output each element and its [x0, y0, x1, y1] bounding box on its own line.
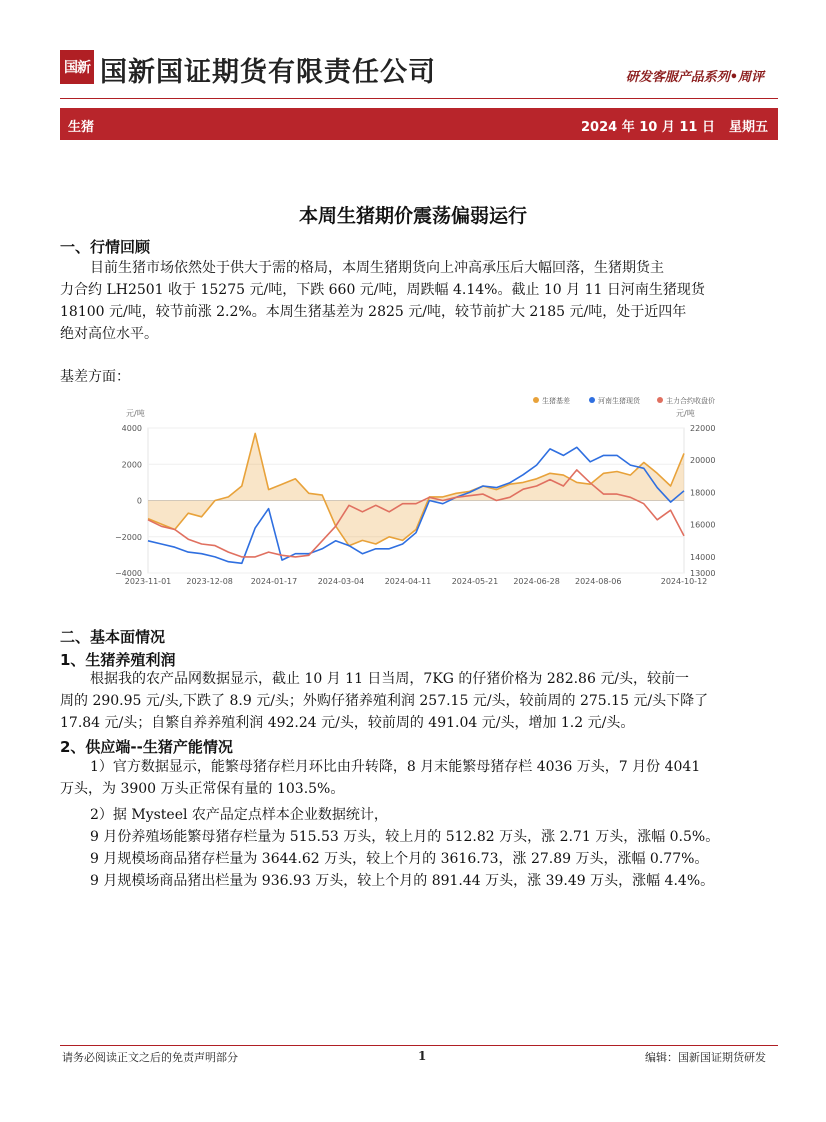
weekday-text: 星期五: [728, 120, 768, 135]
category-label: 生猪: [68, 120, 95, 135]
profit-paragraph: [60, 668, 780, 734]
legend-label: 生猪基差: [542, 397, 570, 405]
profit-line: 17.84 元/头；自繁自养养殖利润 492.24 元/头，较前周的 491.04 元/头，增加 1.2 元/头。: [60, 715, 635, 731]
basis-chart: [92, 390, 776, 600]
right-tick-label: 16000: [690, 520, 716, 530]
review-line: 目前生猪市场依然处于供大于需的格局，本周生猪期货向上冲高承压后大幅回落，生猪期货主: [90, 260, 664, 276]
left-axis-ticks: [115, 424, 142, 578]
section-heading-review: 一、行情回顾: [60, 238, 151, 256]
editor-note: 编辑：国新国证期货研发: [645, 1051, 766, 1064]
right-tick-label: 18000: [690, 488, 716, 498]
header-divider: [60, 98, 778, 99]
left-tick-label: 4000: [121, 424, 142, 433]
right-tick-label: 13000: [690, 569, 716, 578]
report-title: 本周生猪期价震荡偏弱运行: [298, 205, 527, 227]
left-tick-label: 0: [136, 496, 142, 506]
review-line: 18100 元/吨，较节前涨 2.2%。本周生猪基差为 2825 元/吨，较节前扩大 2185 元/吨，处于近四年: [60, 304, 687, 320]
profit-line: 根据我的农产品网数据显示，截止 10 月 11 日当周，7KG 的仔猪价格为 282.86 元/头，较前一: [90, 671, 690, 687]
supply-line: 1）官方数据显示，能繁母猪存栏月环比由升转降，8 月末能繁母猪存栏 4036 万头，7 月份 4041: [90, 759, 701, 775]
subheading-supply: 2、供应端--生猪产能情况: [60, 738, 233, 756]
review-paragraph: [60, 257, 780, 345]
review-line: 力合约 LH2501 收于 15275 元/吨，下跌 660 元/吨，周跌幅 4.14%。截止 10 月 11 日河南生猪现货: [60, 282, 705, 298]
chart-legend: [533, 396, 715, 405]
x-tick-label: 2024-06-28: [513, 577, 560, 586]
x-tick-label: 2024-08-06: [574, 577, 622, 586]
legend-label: 河南生猪现货: [598, 397, 640, 405]
legend-marker: [657, 397, 663, 403]
x-axis-ticks: [125, 577, 708, 586]
supply-line: 9 月规模场商品猪存栏量为 3644.62 万头，较上个月的 3616.73，涨 27.89 万头，涨幅 0.77%。: [90, 851, 709, 867]
left-tick-label: 2000: [121, 460, 142, 470]
review-line: 绝对高位水平。: [60, 326, 158, 342]
x-tick-label: 2024-01-17: [250, 577, 298, 586]
supply-line: 万头，为 3900 万头正常保有量的 103.5%。: [60, 781, 345, 797]
x-tick-label: 2024-10-12: [660, 577, 708, 586]
x-tick-label: 2024-05-21: [451, 577, 499, 586]
right-tick-label: 20000: [690, 456, 716, 466]
company-name: 国新国证期货有限责任公司: [100, 57, 436, 88]
right-tick-label: 14000: [690, 552, 716, 562]
left-axis-unit: 元/吨: [126, 409, 145, 418]
right-axis-ticks: [690, 424, 715, 578]
x-tick-label: 2024-04-11: [384, 577, 432, 586]
subheading-profit: 1、生猪养殖利润: [60, 651, 176, 669]
supply-paragraph: [60, 756, 780, 892]
company-logo: 国新: [60, 50, 94, 84]
footer-divider: [60, 1045, 778, 1046]
x-tick-label: 2023-11-01: [124, 577, 172, 586]
section-heading-fundamentals: 二、基本面情况: [60, 628, 166, 646]
disclaimer-note: 请务必阅读正文之后的免责声明部分: [62, 1051, 238, 1064]
left-tick-label: −4000: [114, 569, 142, 578]
legend-marker: [589, 397, 595, 403]
supply-line: 2）据 Mysteel 农产品定点样本企业数据统计，: [90, 807, 388, 823]
x-tick-label: 2023-12-08: [186, 577, 233, 586]
date-text: 2024 年 10 月 11 日: [580, 120, 715, 135]
right-tick-label: 22000: [690, 424, 716, 433]
page-number: 1: [418, 1049, 427, 1063]
report-series: 研发客服产品系列•周评: [625, 70, 764, 85]
right-axis-unit: 元/吨: [676, 409, 695, 418]
legend-label: 主力合约收盘价: [666, 397, 715, 405]
legend-marker: [533, 397, 539, 403]
basis-label: 基差方面：: [60, 369, 130, 385]
profit-line: 周的 290.95 元/头,下跌了 8.9 元/头；外购仔猪养殖利润 257.15 元/头，较前周的 275.15 元/头下降了: [60, 693, 709, 709]
supply-line: 9 月规模场商品猪出栏量为 936.93 万头，较上个月的 891.44 万头，涨 39.49 万头，涨幅 4.4%。: [90, 873, 715, 889]
x-tick-label: 2024-03-04: [317, 577, 365, 586]
left-tick-label: −2000: [114, 532, 142, 542]
supply-line: 9 月份养殖场能繁母猪存栏量为 515.53 万头，较上月的 512.82 万头，涨 2.71 万头，涨幅 0.5%。: [90, 829, 720, 845]
category-bar: [60, 108, 778, 140]
report-date: [581, 116, 768, 135]
